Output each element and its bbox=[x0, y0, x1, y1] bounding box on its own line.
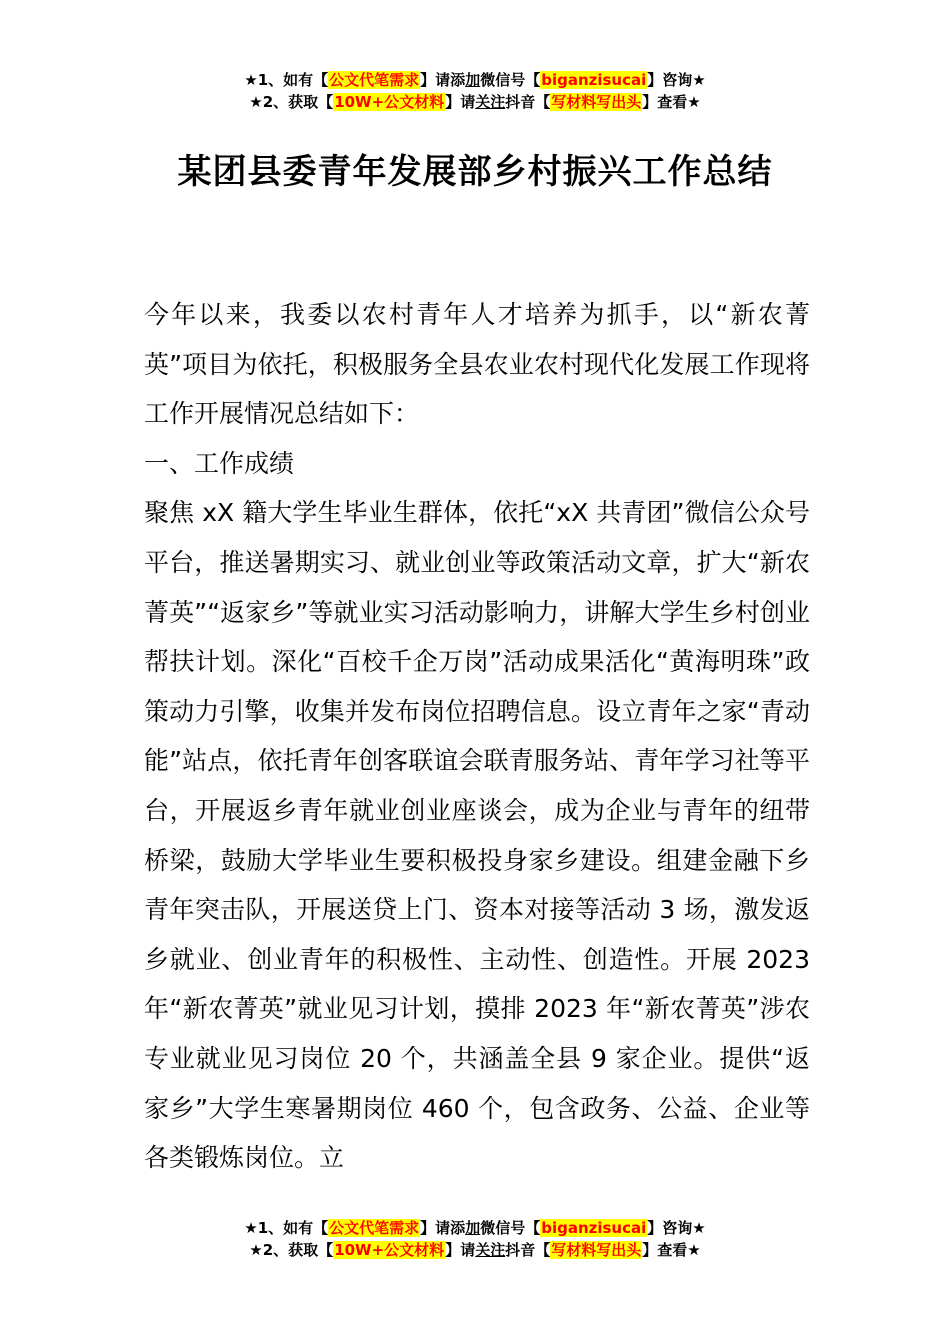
footer-line-1-prefix: ★1、如有【 bbox=[244, 1219, 329, 1237]
footer-line-2-prefix: ★2、获取【 bbox=[249, 1241, 334, 1259]
footer-line-2-middle-2: 抖音【 bbox=[505, 1241, 551, 1259]
footer-line-1-middle-2: 微信号【 bbox=[480, 1219, 541, 1237]
banner-line-2 bbox=[0, 91, 950, 113]
banner-line-2-highlight-materials: 10W+公文材料 bbox=[334, 93, 445, 111]
intro-paragraph: 今年以来，我委以农村青年人才培养为抓手，以“新农菁英”项目为依托，积极服务全县农业农村现代化发展工作现将工作开展情况总结如下： bbox=[144, 300, 810, 429]
section-paragraph: 聚焦 xX 籍大学生毕业生群体，依托“xX 共青团”微信公众号平台，推送暑期实习、就业创业等政策活动文章，扩大“新农菁英”“返家乡”等就业实习活动影响力，讲解大学生乡村创业帮扶计划。深化“百校千企万岗”活动成果活化“黄海明珠”政策动力引擎，收集并发布岗位招聘信息。设立青年之家“青动能”站点，依托青年创客联谊会联青服务站、青年学习社等平台，开展返乡青年就业创业座谈会，成为企业与青年的纽带桥梁，鼓励大学毕业生要积极投身家乡建设。组建金融下乡青年突击队，开展送贷上门、资本对接等活动 3 场，激发返乡就业、创业青年的积极性、主动性、创造性。开展 2023 年“新农菁英”就业见习计划，摸排 2023 年“新农菁英”涉农专业就业见习岗位 20 个，共涵盖全县 9 家企业。提供“返家乡”大学生寒暑期岗位 460 个，包含政务、公益、企业等各类锻炼岗位。立 bbox=[144, 498, 810, 1173]
section-heading: 一、工作成绩 bbox=[144, 448, 295, 478]
document-body bbox=[144, 290, 810, 1183]
banner-line-2-middle-2: 抖音【 bbox=[505, 93, 551, 111]
footer-line-1-suffix: 】咨询★ bbox=[647, 1219, 706, 1237]
banner-line-2-prefix: ★2、获取【 bbox=[249, 93, 334, 111]
footer-line-2-middle: 】请 bbox=[445, 1241, 476, 1259]
banner-line-1-highlight-service: 公文代笔需求 bbox=[329, 71, 420, 89]
header-banner bbox=[0, 69, 950, 113]
banner-line-1-suffix: 】咨询★ bbox=[647, 71, 706, 89]
footer-line-1-highlight-service: 公文代笔需求 bbox=[329, 1219, 420, 1237]
banner-line-1-middle-2: 微信号【 bbox=[480, 71, 541, 89]
banner-line-2-highlight-douyin: 写材料写出头 bbox=[551, 93, 642, 111]
footer-line-1-highlight-wechat: biganzisucai bbox=[541, 1219, 647, 1237]
footer-line-2-underline: 关注 bbox=[475, 1241, 506, 1259]
banner-line-1 bbox=[0, 69, 950, 91]
footer-banner-line-1 bbox=[0, 1217, 950, 1239]
banner-line-1-middle: 】请添 bbox=[420, 71, 466, 89]
document-title: 某团县委青年发展部乡村振兴工作总结 bbox=[177, 152, 773, 192]
banner-line-2-suffix: 】查看★ bbox=[642, 93, 701, 111]
banner-line-1-prefix: ★1、如有【 bbox=[244, 71, 329, 89]
footer-line-1-middle: 】请添 bbox=[420, 1219, 466, 1237]
banner-line-1-highlight-wechat: biganzisucai bbox=[541, 71, 647, 89]
footer-banner bbox=[0, 1217, 950, 1261]
banner-line-1-underline: 加 bbox=[465, 71, 481, 89]
banner-line-2-underline: 关注 bbox=[475, 93, 506, 111]
banner-line-2-middle: 】请 bbox=[445, 93, 476, 111]
footer-line-2-highlight-materials: 10W+公文材料 bbox=[334, 1241, 445, 1259]
footer-line-2-highlight-douyin: 写材料写出头 bbox=[551, 1241, 642, 1259]
footer-line-1-underline: 加 bbox=[465, 1219, 481, 1237]
footer-line-2-suffix: 】查看★ bbox=[642, 1241, 701, 1259]
footer-banner-line-2 bbox=[0, 1239, 950, 1261]
